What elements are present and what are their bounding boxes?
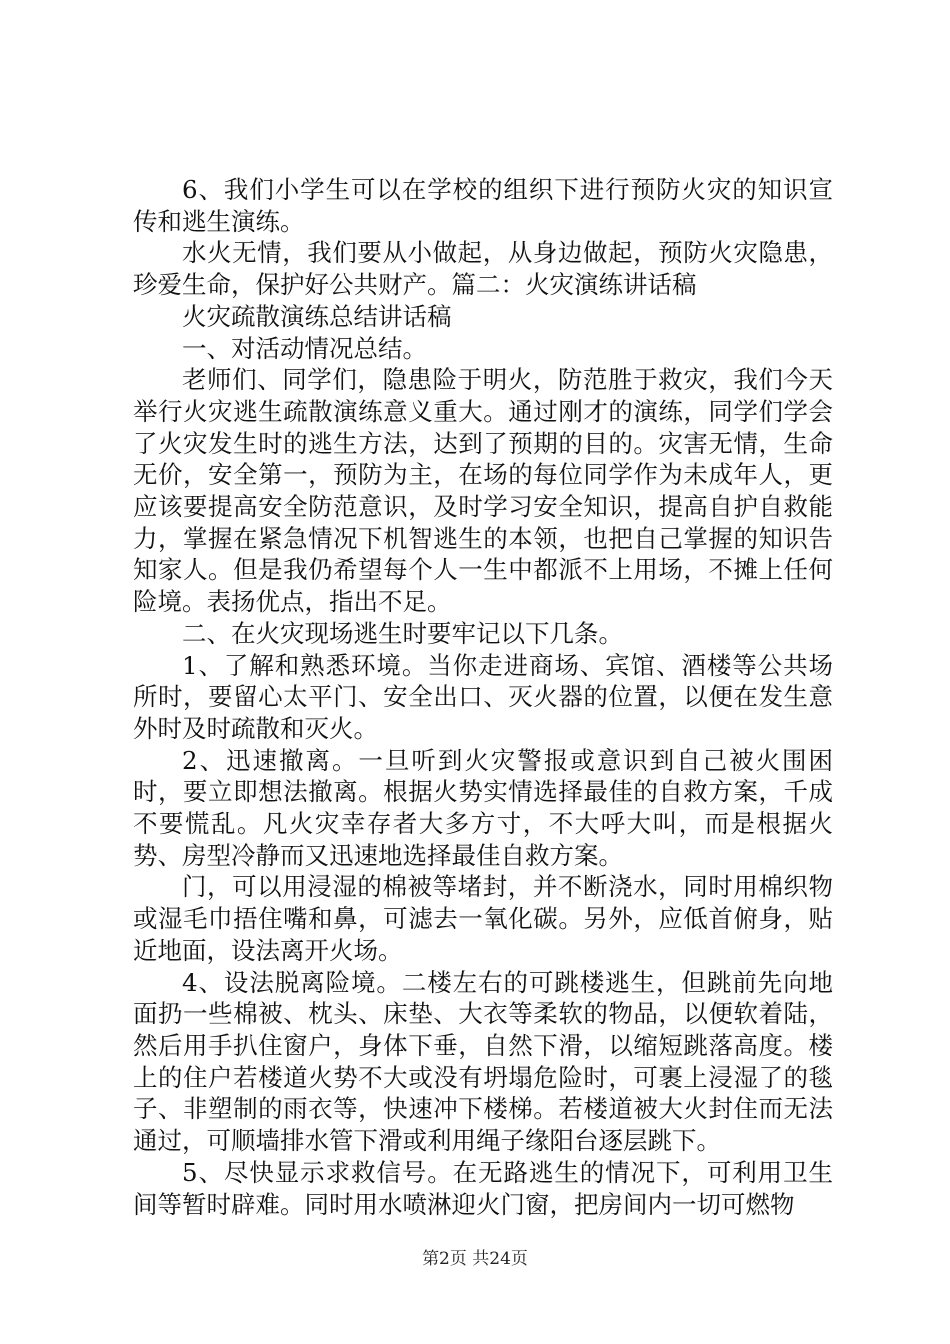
- paragraph: 老师们、同学们，隐患险于明火，防范胜于救灾，我们今天举行火灾逃生疏散演练意义重大。通过刚才的演练，同学们学会了火灾发生时的逃生方法，达到了预期的目的。灾害无情，生命无价，安全第一，预防为主，在场的每位同学作为未成年人，更应该要提高安全防范意识，及时学习安全知识，提高自护自救能力，掌握在紧急情况下机智逃生的本领，也把自己掌握的知识告知家人。但是我仍希望每个人一生中都派不上用场，不摊上任何险境。表扬优点，指出不足。: [133, 365, 833, 617]
- section-heading: 二、在火灾现场逃生时要牢记以下几条。: [182, 618, 623, 648]
- paragraph: 6、我们小学生可以在学校的组织下进行预防火灾的知识宣传和逃生演练。: [133, 175, 833, 236]
- section-title: 火灾疏散演练总结讲话稿: [182, 301, 452, 331]
- paragraph: 水火无情，我们要从小做起，从身边做起，预防火灾隐患，珍爱生命，保护好公共财产。篇二：火灾演练讲话稿: [133, 238, 833, 300]
- list-item: 1、了解和熟悉环境。当你走进商场、宾馆、酒楼等公共场所时，要留心太平门、安全出口、灭火器的位置，以便在发生意外时及时疏散和灭火。: [133, 650, 833, 743]
- section-heading: 一、对活动情况总结。: [182, 333, 427, 363]
- page-footer: 第2页 共24页: [422, 1249, 528, 1269]
- list-item: 5、尽快显示求救信号。在无路逃生的情况下，可利用卫生间等暂时辟难。同时用水喷淋迎火门窗，把房间内一切可燃物: [133, 1157, 833, 1219]
- document-body: [133, 174, 833, 1220]
- list-item: 2、迅速撤离。一旦听到火灾警报或意识到自己被火围困时，要立即想法撤离。根据火势实情选择最佳的自救方案，千成不要慌乱。凡火灾幸存者大多方寸，不大呼大叫，而是根据火势、房型冷静而又迅速地选择最佳自救方案。: [133, 745, 833, 870]
- list-item: 4、设法脱离险境。二楼左右的可跳楼逃生，但跳前先向地面扔一些棉被、枕头、床垫、大衣等柔软的物品，以便软着陆，然后用手扒住窗户，身体下垂，自然下滑，以缩短跳落高度。楼上的住户若楼道火势不大或没有坍塌危险时，可裹上浸湿了的毯子、非塑制的雨衣等，快速冲下楼梯。若楼道被大火封住而无法通过，可顺墙排水管下滑或利用绳子缘阳台逐层跳下。: [133, 967, 833, 1156]
- paragraph: 门，可以用浸湿的棉被等堵封，并不断浇水，同时用棉织物或湿毛巾捂住嘴和鼻，可滤去一氧化碳。另外，应低首俯身，贴近地面，设法离开火场。: [133, 872, 833, 965]
